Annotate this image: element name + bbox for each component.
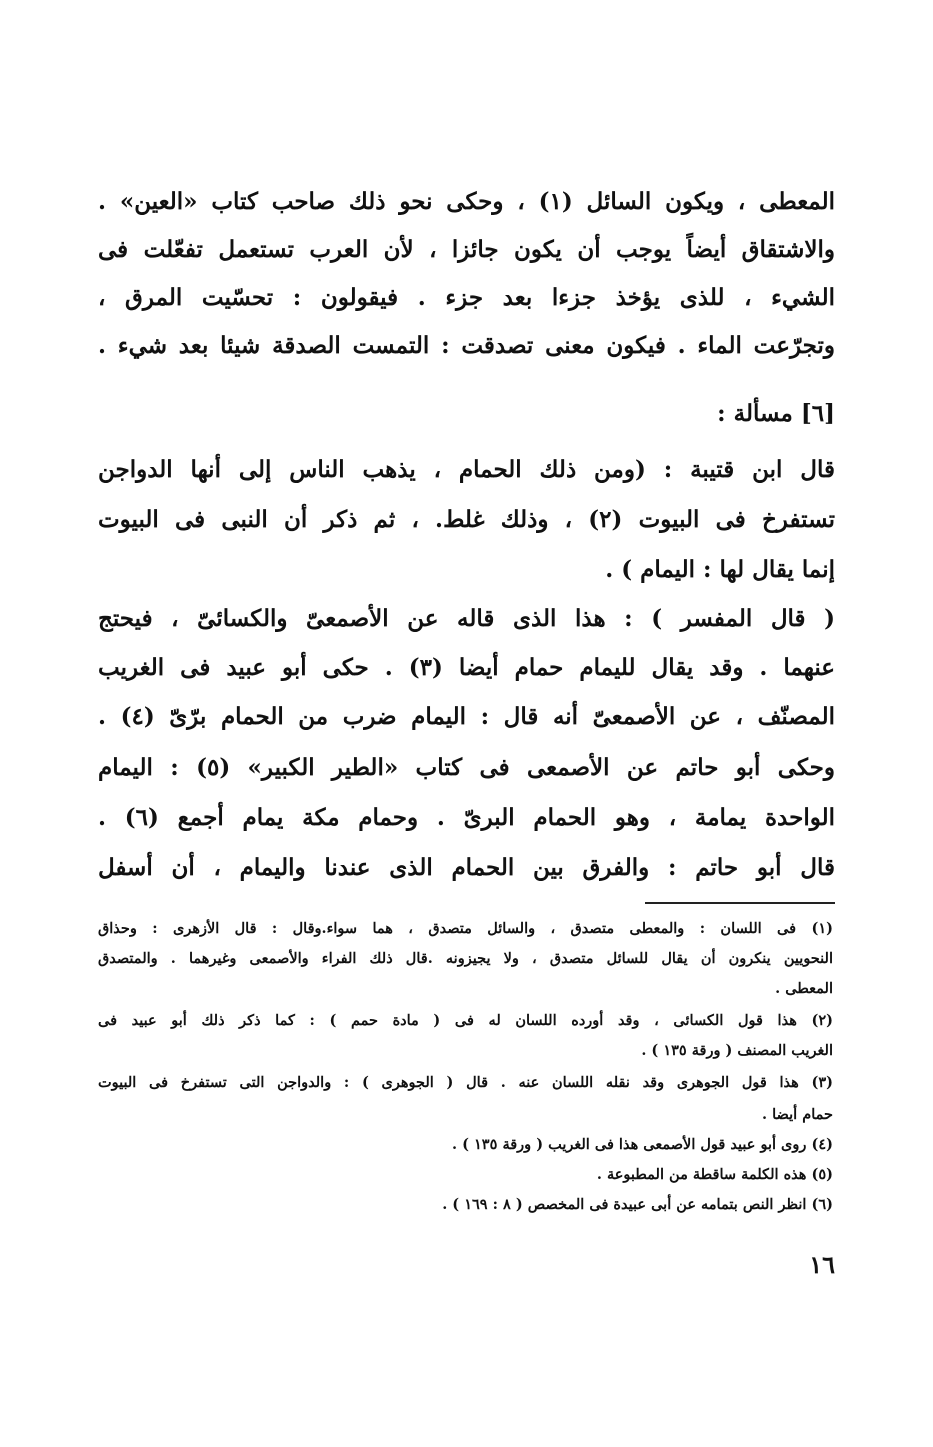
page-number: ١٦ xyxy=(809,1250,835,1279)
body-line-1: المعطى ، ويكون السائل (١) ، وحكى نحو ذلك صاحب كتاب «العين» . xyxy=(98,188,835,215)
body-line-13: الواحدة يمامة ، وهو الحمام البرىّ . وحمام مكة يمام أجمع (٦) . xyxy=(98,804,835,831)
body-line-7: تستفرخ فى البيوت (٢) ، وذلك غلط. ، ثم ذكر أن النبى فى البيوت xyxy=(98,506,835,533)
body-line-2: والاشتقاق أيضاً يوجب أن يكون جائزا ، لأن العرب تستعمل تفعّلت فى xyxy=(98,236,835,263)
footnote-line-4: (٢) هذا قول الكسائى ، وقد أورده اللسان له فى ( مادة حمم ) : كما ذكر ذلك أبو عبيد فى xyxy=(98,1012,833,1029)
footnote-line-10: (٦) انظر النص بتمامه عن أبى عبيدة فى المخصص ( ٨ : ١٦٩ ) . xyxy=(442,1196,833,1213)
footnote-line-2: النحويين ينكرون أن يقال للسائل متصدق ، ولا يجيزونه .قال ذلك الفراء والأصمعى وغيرهما . والمتصدق xyxy=(98,950,833,967)
section-heading: [٦] مسألة : xyxy=(717,400,835,427)
body-line-11: المصنّف ، عن الأصمعىّ أنه قال : اليمام ضرب من الحمام برّىّ (٤) . xyxy=(98,703,835,730)
footnote-separator xyxy=(645,902,835,904)
footnote-line-7: حمام أيضا . xyxy=(762,1106,833,1123)
body-line-3: الشيء ، للذى يؤخذ جزءا بعد جزء . فيقولون : تحسّيت المرق ، xyxy=(98,284,835,311)
body-line-10: عنهما . وقد يقال لليمام حمام أيضا (٣) . حكى أبو عبيد فى الغريب xyxy=(98,654,835,681)
body-line-12: وحكى أبو حاتم عن الأصمعى فى كتاب «الطير الكبير» (٥) : اليمام xyxy=(98,754,835,781)
footnote-line-3: المعطى . xyxy=(775,980,833,997)
footnote-line-6: (٣) هذا قول الجوهرى وقد نقله اللسان عنه . قال ( الجوهرى ) : والدواجن التى تستفرخ فى البيوت xyxy=(98,1074,833,1091)
footnote-line-9: (٥) هذه الكلمة ساقطة من المطبوعة . xyxy=(596,1166,833,1183)
footnote-line-8: (٤) روى أبو عبيد قول الأصمعى هذا فى الغريب ( ورقة ١٣٥ ) . xyxy=(452,1136,833,1153)
footnote-line-5: الغريب المصنف ( ورقة ١٣٥ ) . xyxy=(641,1042,833,1059)
body-line-9: ( قال المفسر ) : هذا الذى قاله عن الأصمعىّ والكسائىّ ، فيحتج xyxy=(98,605,835,632)
body-line-6: قال ابن قتيبة : (ومن ذلك الحمام ، يذهب الناس إلى أنها الدواجن xyxy=(98,456,835,483)
body-line-4: وتجرّعت الماء . فيكون معنى تصدقت : التمست الصدقة شيئا بعد شيء . xyxy=(98,332,835,359)
body-line-14: قال أبو حاتم : والفرق بين الحمام الذى عندنا واليمام ، أن أسفل xyxy=(98,854,835,881)
footnote-line-1: (١) فى اللسان : والمعطى متصدق ، والسائل متصدق ، هما سواء.وقال : قال الأزهرى : وحذاق xyxy=(98,920,833,937)
body-line-8: إنما يقال لها : اليمام ) . xyxy=(605,556,835,583)
